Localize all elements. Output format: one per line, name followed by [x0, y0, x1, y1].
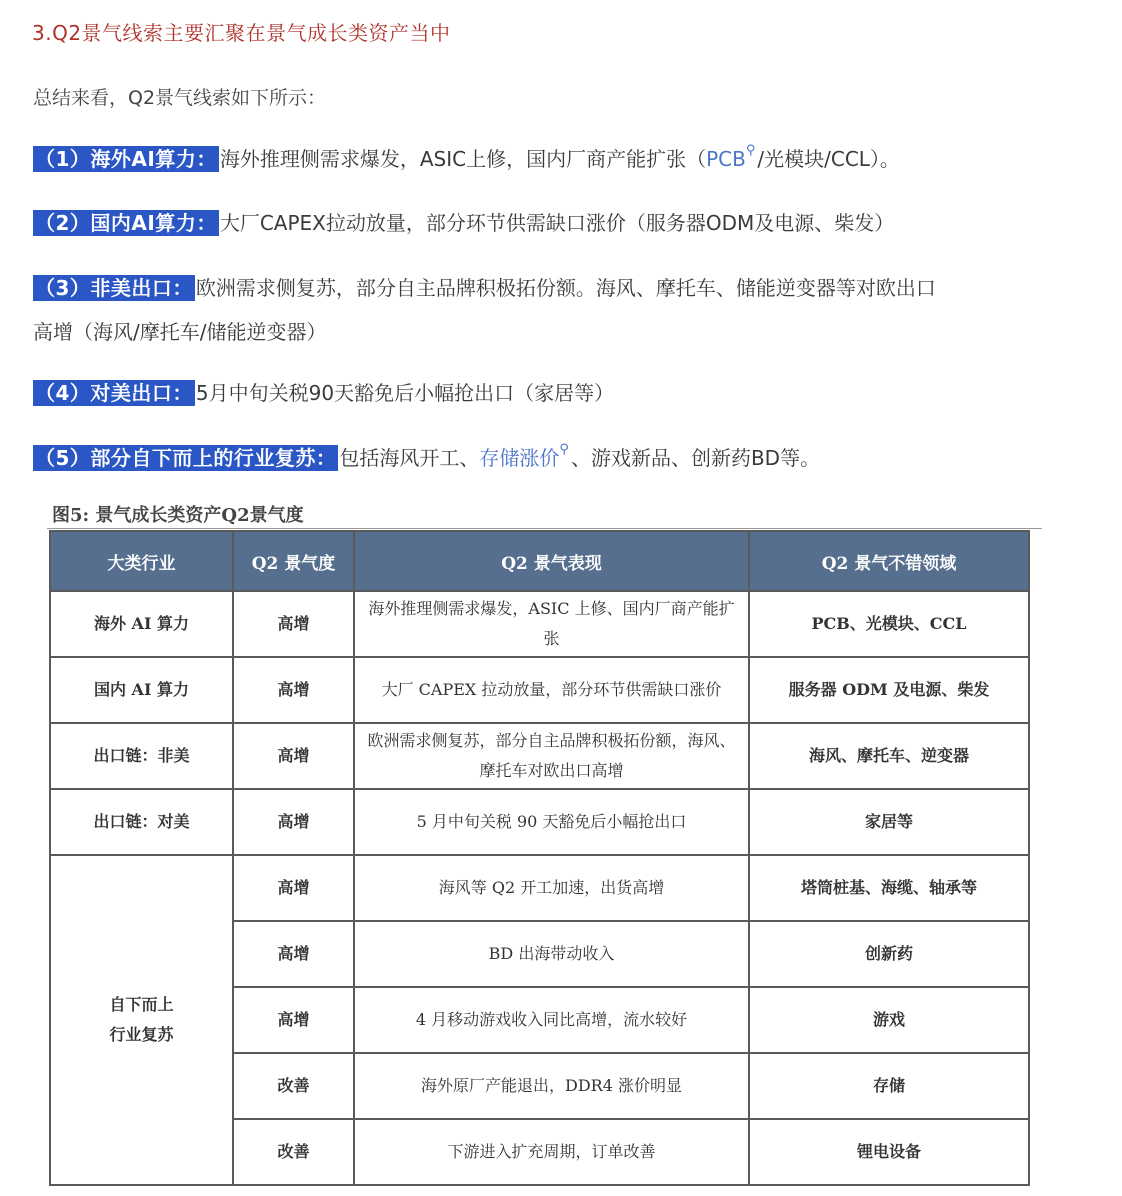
industry-cell-group: [50, 855, 233, 1185]
figure-caption: 图5: 景气成长类资产Q2景气度: [52, 505, 304, 526]
clue-3-text: 欧洲需求侧复苏，部分自主品牌积极拓份额。海风、摩托车、储能逆变器等对欧出口: [195, 276, 936, 300]
performance-cell: 海风等 Q2 开工加速，出货高增: [354, 855, 749, 921]
table-row: [50, 789, 1029, 855]
level-cell: 高增: [233, 987, 354, 1053]
clue-4-text: 5月中旬关税90天豁免后小幅抢出口（家居等）: [195, 381, 615, 405]
industry-cell: 出口链：非美: [50, 723, 233, 789]
clue-1-link[interactable]: PCB: [706, 147, 746, 171]
clue-2-text: 大厂CAPEX拉动放量，部分环节供需缺口涨价（服务器ODM及电源、柴发）: [219, 211, 895, 235]
clue-5: [33, 442, 821, 471]
performance-cell: BD 出海带动收入: [354, 921, 749, 987]
performance-cell: 海外原厂产能退出，DDR4 涨价明显: [354, 1053, 749, 1119]
level-cell: 高增: [233, 657, 354, 723]
clue-3: [33, 275, 936, 301]
search-icon[interactable]: ⚲: [559, 442, 569, 457]
q2-table: [49, 530, 1030, 1186]
industry-group-line1: 自下而上: [109, 995, 174, 1014]
performance-cell: 4 月移动游戏收入同比高增，流水较好: [354, 987, 749, 1053]
table-row: [50, 723, 1029, 789]
performance-cell: 5 月中旬关税 90 天豁免后小幅抢出口: [354, 789, 749, 855]
table-row: [50, 591, 1029, 657]
level-cell: 高增: [233, 789, 354, 855]
clue-5-text-pre: 包括海风开工、: [339, 446, 480, 470]
clue-3-line2: 高增（海风/摩托车/储能逆变器）: [33, 320, 327, 344]
clue-5-link[interactable]: 存储涨价: [479, 446, 560, 470]
clue-1: [33, 143, 900, 172]
area-cell: PCB、光模块、CCL: [749, 591, 1029, 657]
table-row: [50, 657, 1029, 723]
performance-cell: 大厂 CAPEX 拉动放量，部分环节供需缺口涨价: [354, 657, 749, 723]
area-cell: 创新药: [749, 921, 1029, 987]
intro-text: 总结来看，Q2景气线索如下所示：: [33, 87, 327, 109]
clue-5-text-post: 、游戏新品、创新药BD等。: [570, 446, 821, 470]
table-row: [50, 855, 1029, 921]
industry-cell: 海外 AI 算力: [50, 591, 233, 657]
performance-cell: 下游进入扩充周期，订单改善: [354, 1119, 749, 1185]
clue-4-tag: （4）对美出口：: [35, 381, 193, 405]
industry-cell: 出口链：对美: [50, 789, 233, 855]
col-header-performance: Q2 景气表现: [354, 531, 749, 591]
level-cell: 高增: [233, 591, 354, 657]
col-header-industry: 大类行业: [50, 531, 233, 591]
section-title: 3.Q2景气线索主要汇聚在景气成长类资产当中: [32, 21, 451, 45]
level-cell: 高增: [233, 723, 354, 789]
area-cell: 游戏: [749, 987, 1029, 1053]
area-cell: 塔筒桩基、海缆、轴承等: [749, 855, 1029, 921]
col-header-area: Q2 景气不错领域: [749, 531, 1029, 591]
area-cell: 锂电设备: [749, 1119, 1029, 1185]
clue-1-tag: （1）海外AI算力：: [35, 147, 217, 171]
performance-cell: 海外推理侧需求爆发，ASIC 上修、国内厂商产能扩张: [354, 591, 749, 657]
clue-3-tag: （3）非美出口：: [35, 276, 193, 300]
area-cell: 服务器 ODM 及电源、柴发: [749, 657, 1029, 723]
clue-1-text-pre: 海外推理侧需求爆发，ASIC上修，国内厂商产能扩张（: [219, 147, 707, 171]
clue-4: [33, 380, 614, 406]
area-cell: 海风、摩托车、逆变器: [749, 723, 1029, 789]
level-cell: 高增: [233, 921, 354, 987]
clue-5-tag: （5）部分自下而上的行业复苏：: [35, 446, 337, 470]
table-header-row: [50, 531, 1029, 591]
clue-1-text-post: /光模块/CCL）。: [757, 147, 900, 171]
level-cell: 改善: [233, 1119, 354, 1185]
col-header-level: Q2 景气度: [233, 531, 354, 591]
area-cell: 家居等: [749, 789, 1029, 855]
level-cell: 高增: [233, 855, 354, 921]
caption-divider: [47, 528, 1042, 529]
industry-group-line2: 行业复苏: [109, 1025, 174, 1044]
search-icon[interactable]: ⚲: [745, 143, 756, 158]
area-cell: 存储: [749, 1053, 1029, 1119]
performance-cell: 欧洲需求侧复苏，部分自主品牌积极拓份额，海风、摩托车对欧出口高增: [354, 723, 749, 789]
level-cell: 改善: [233, 1053, 354, 1119]
industry-cell: 国内 AI 算力: [50, 657, 233, 723]
clue-2: [33, 210, 894, 236]
clue-2-tag: （2）国内AI算力：: [35, 211, 217, 235]
